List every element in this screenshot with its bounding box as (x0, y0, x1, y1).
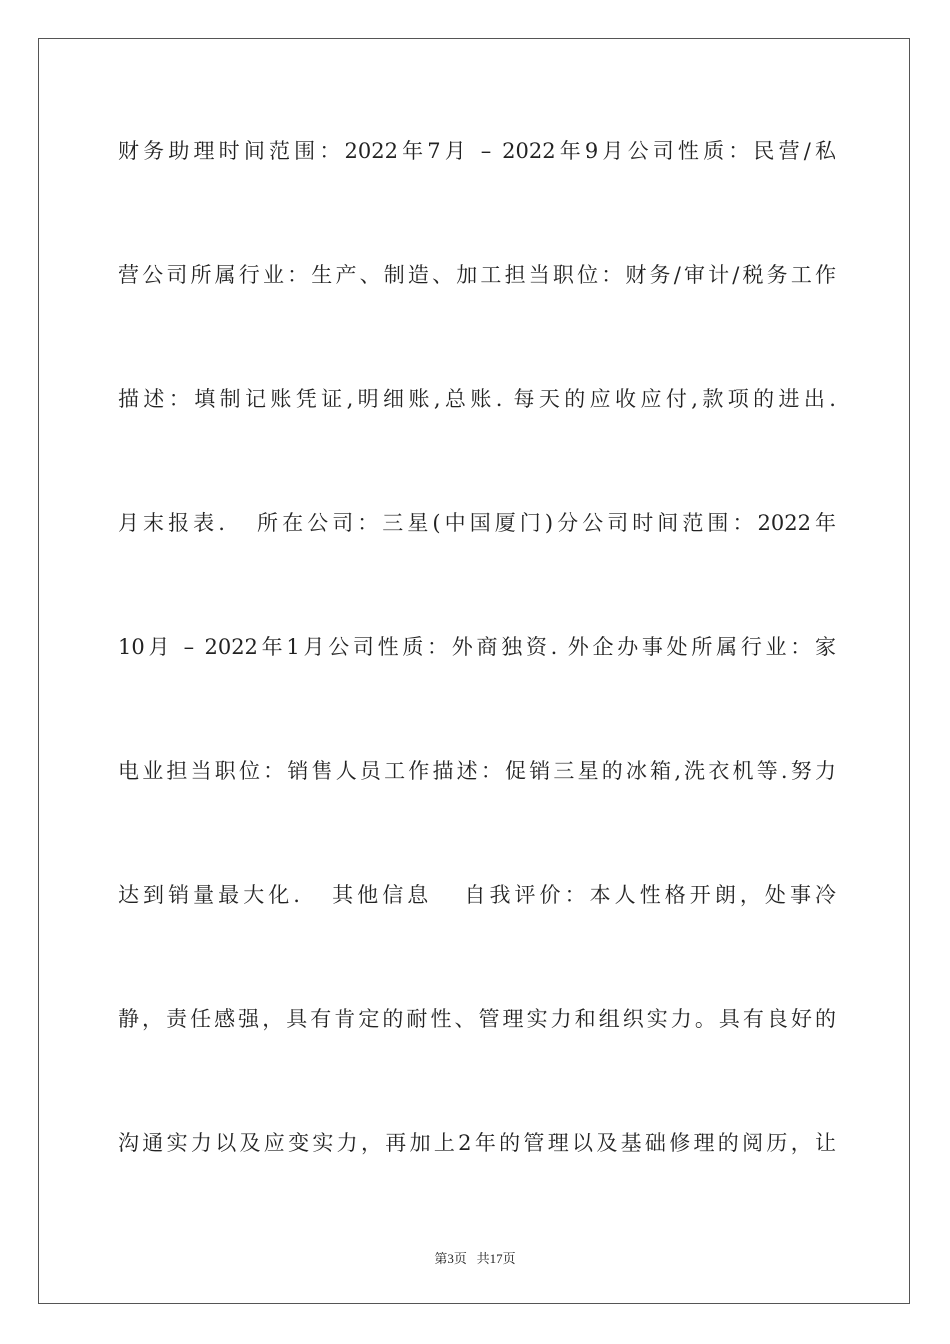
text-line: 达到销量最大化. 其他信息 自我评价：本人性格开朗，处事冷 (118, 883, 836, 907)
text-line: 静，责任感强，具有肯定的耐性、管理实力和组织实力。具有良好的 (118, 1007, 836, 1031)
text-line: 描述：填制记账凭证,明细账,总账. 每天的应收应付,款项的进出. (118, 387, 836, 411)
text-line: 财务助理时间范围：2022年7月 – 2022年9月公司性质：民营/私 (118, 139, 836, 163)
page-border (38, 38, 910, 1304)
text-line: 电业担当职位：销售人员工作描述：促销三星的冰箱,洗衣机等.努力 (118, 759, 836, 783)
text-line: 月末报表. 所在公司：三星(中国厦门)分公司时间范围：2022年 (118, 511, 836, 535)
page-number-footer: 第3页 共17页 (434, 1251, 516, 1266)
text-line: 10月 – 2022年1月公司性质：外商独资. 外企办事处所属行业：家 (118, 635, 836, 659)
text-line: 沟通实力以及应变实力，再加上2年的管理以及基础修理的阅历，让 (118, 1131, 836, 1155)
text-line: 营公司所属行业：生产、制造、加工担当职位：财务/审计/税务工作 (118, 263, 836, 287)
